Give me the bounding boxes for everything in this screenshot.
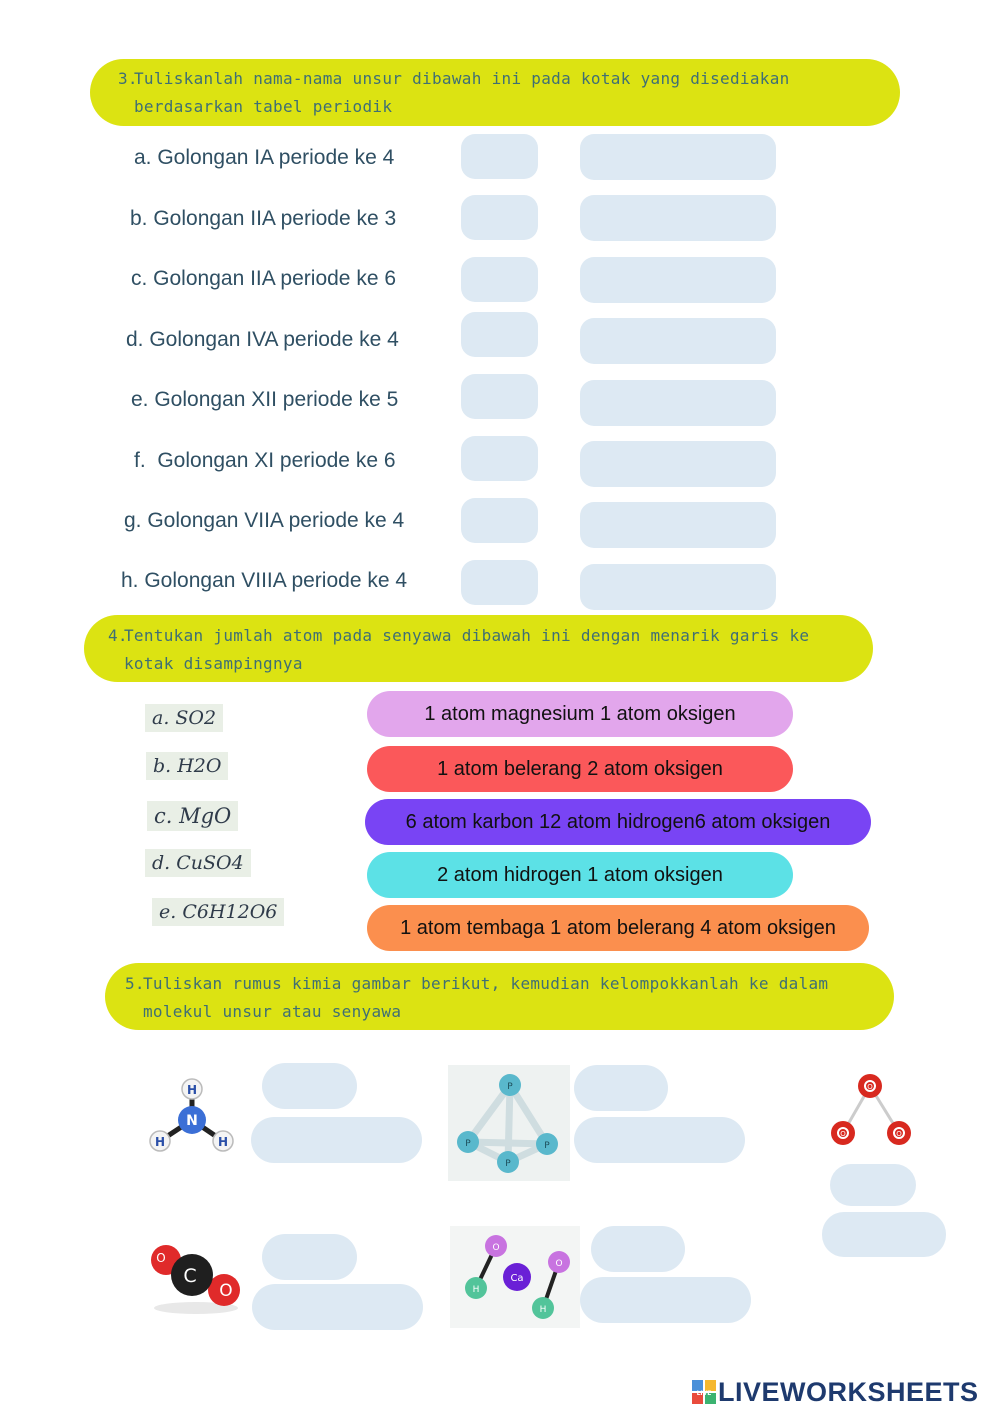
q3-item-g: g. Golongan VIIA periode ke 4 <box>124 509 405 532</box>
q3-a-name-input[interactable] <box>580 134 776 180</box>
q3-banner <box>90 59 900 126</box>
q3-item-b: b. Golongan IIA periode ke 3 <box>130 207 397 230</box>
caoh2-o-left-label: O <box>492 1243 500 1253</box>
caoh2-type-input[interactable] <box>580 1277 751 1323</box>
carbon-dioxide-molecule-image <box>148 1240 244 1316</box>
q3-b-symbol-input[interactable] <box>461 195 538 240</box>
co2-formula-input[interactable] <box>262 1234 357 1280</box>
liveworksheets-logo-mark-icon <box>692 1380 716 1404</box>
o3-formula-input[interactable] <box>830 1164 916 1206</box>
ammonia-molecule-image <box>140 1075 240 1160</box>
compound-c6h12o6[interactable]: e. C6H12O6 <box>152 898 284 926</box>
q3-f-symbol-input[interactable] <box>461 436 538 481</box>
o3-label-1: O <box>867 1083 873 1091</box>
co2-o-right-label: O <box>219 1281 233 1301</box>
nh3-formula-input[interactable] <box>262 1063 357 1109</box>
q3-d-name-input[interactable] <box>580 318 776 364</box>
nh3-h-right-label: H <box>217 1135 229 1149</box>
q3-g-symbol-input[interactable] <box>461 498 538 543</box>
o3-type-input[interactable] <box>822 1212 946 1257</box>
q3-f-name-input[interactable] <box>580 441 776 487</box>
liveworksheets-logo-text: LIVEWORKSHEETS <box>718 1376 979 1407</box>
q3-item-c: c. Golongan IIA periode ke 6 <box>131 267 397 290</box>
q3-a-symbol-input[interactable] <box>461 134 538 179</box>
caoh2-ca-label: Ca <box>510 1273 524 1284</box>
q3-b-name-input[interactable] <box>580 195 776 241</box>
q3-h-name-input[interactable] <box>580 564 776 610</box>
q3-c-symbol-input[interactable] <box>461 257 538 302</box>
q4-banner <box>84 615 873 682</box>
o3-label-2: O <box>840 1130 846 1138</box>
q3-e-name-input[interactable] <box>580 380 776 426</box>
q3-item-a: a. Golongan IA periode ke 4 <box>134 146 395 169</box>
nh3-n-label: N <box>186 1113 198 1129</box>
nh3-h-left-label: H <box>154 1135 166 1149</box>
nh3-h-top-label: H <box>186 1083 198 1097</box>
q5-instruction: Tuliskan rumus kimia gambar berikut, kemudian kelompokkanlah ke dalam molekul unsur atau senyawa <box>143 974 829 1021</box>
option-magnesium-oxygen[interactable]: 1 atom magnesium 1 atom oksigen <box>367 691 793 737</box>
caoh2-formula-input[interactable] <box>591 1226 685 1272</box>
q3-item-h: h. Golongan VIIIA periode ke 4 <box>121 569 408 592</box>
q3-instruction: Tuliskanlah nama-nama unsur dibawah ini pada kotak yang disediakan berdasarkan tabel periodik <box>134 69 790 116</box>
p4-label-1: P <box>507 1082 513 1092</box>
compound-cuso4[interactable]: d. CuSO4 <box>145 849 251 877</box>
caoh2-o-right-label: O <box>555 1259 563 1269</box>
compound-h2o[interactable]: b. H2O <box>146 752 228 780</box>
logo-mark-text: LIVE <box>696 1390 712 1397</box>
compound-mgo[interactable]: c. MgO <box>147 801 238 831</box>
liveworksheets-logo <box>692 1375 979 1409</box>
nh3-type-input[interactable] <box>251 1117 422 1163</box>
co2-c-label: C <box>183 1265 197 1287</box>
phosphorus-molecule-image <box>448 1065 570 1181</box>
q3-h-symbol-input[interactable] <box>461 560 538 605</box>
p4-formula-input[interactable] <box>574 1065 668 1111</box>
compound-so2[interactable]: a. SO2 <box>145 704 223 732</box>
q5-banner <box>105 963 894 1030</box>
option-copper-sulfur-oxygen[interactable]: 1 atom tembaga 1 atom belerang 4 atom oksigen <box>367 905 869 951</box>
p4-label-3: P <box>544 1141 550 1151</box>
q4-number: 4. <box>108 626 128 645</box>
p4-label-4: P <box>505 1159 511 1169</box>
q5-number: 5. <box>125 974 145 993</box>
option-sulfur-oxygen[interactable]: 1 atom belerang 2 atom oksigen <box>367 746 793 792</box>
calcium-hydroxide-molecule-image <box>450 1226 580 1328</box>
q3-number: 3. <box>118 69 138 88</box>
caoh2-h-right-label: H <box>539 1305 547 1315</box>
co2-type-input[interactable] <box>252 1284 423 1330</box>
caoh2-h-left-label: H <box>472 1285 480 1295</box>
q3-d-symbol-input[interactable] <box>461 312 538 357</box>
ozone-molecule-image <box>826 1072 916 1150</box>
p4-type-input[interactable] <box>574 1117 745 1163</box>
q3-g-name-input[interactable] <box>580 502 776 548</box>
q4-instruction: Tentukan jumlah atom pada senyawa dibawah ini dengan menarik garis ke kotak disampingnya <box>124 626 810 673</box>
option-hydrogen-oxygen[interactable]: 2 atom hidrogen 1 atom oksigen <box>367 852 793 898</box>
co2-o-left-label: O <box>156 1251 166 1265</box>
q3-item-f: f. Golongan XI periode ke 6 <box>134 449 396 472</box>
option-carbon-hydrogen-oxygen[interactable]: 6 atom karbon 12 atom hidrogen6 atom oksigen <box>365 799 871 845</box>
q3-item-d: d. Golongan IVA periode ke 4 <box>126 328 399 351</box>
q3-c-name-input[interactable] <box>580 257 776 303</box>
o3-label-3: O <box>896 1130 902 1138</box>
q3-e-symbol-input[interactable] <box>461 374 538 419</box>
p4-label-2: P <box>465 1139 471 1149</box>
q3-item-e: e. Golongan XII periode ke 5 <box>131 388 399 411</box>
